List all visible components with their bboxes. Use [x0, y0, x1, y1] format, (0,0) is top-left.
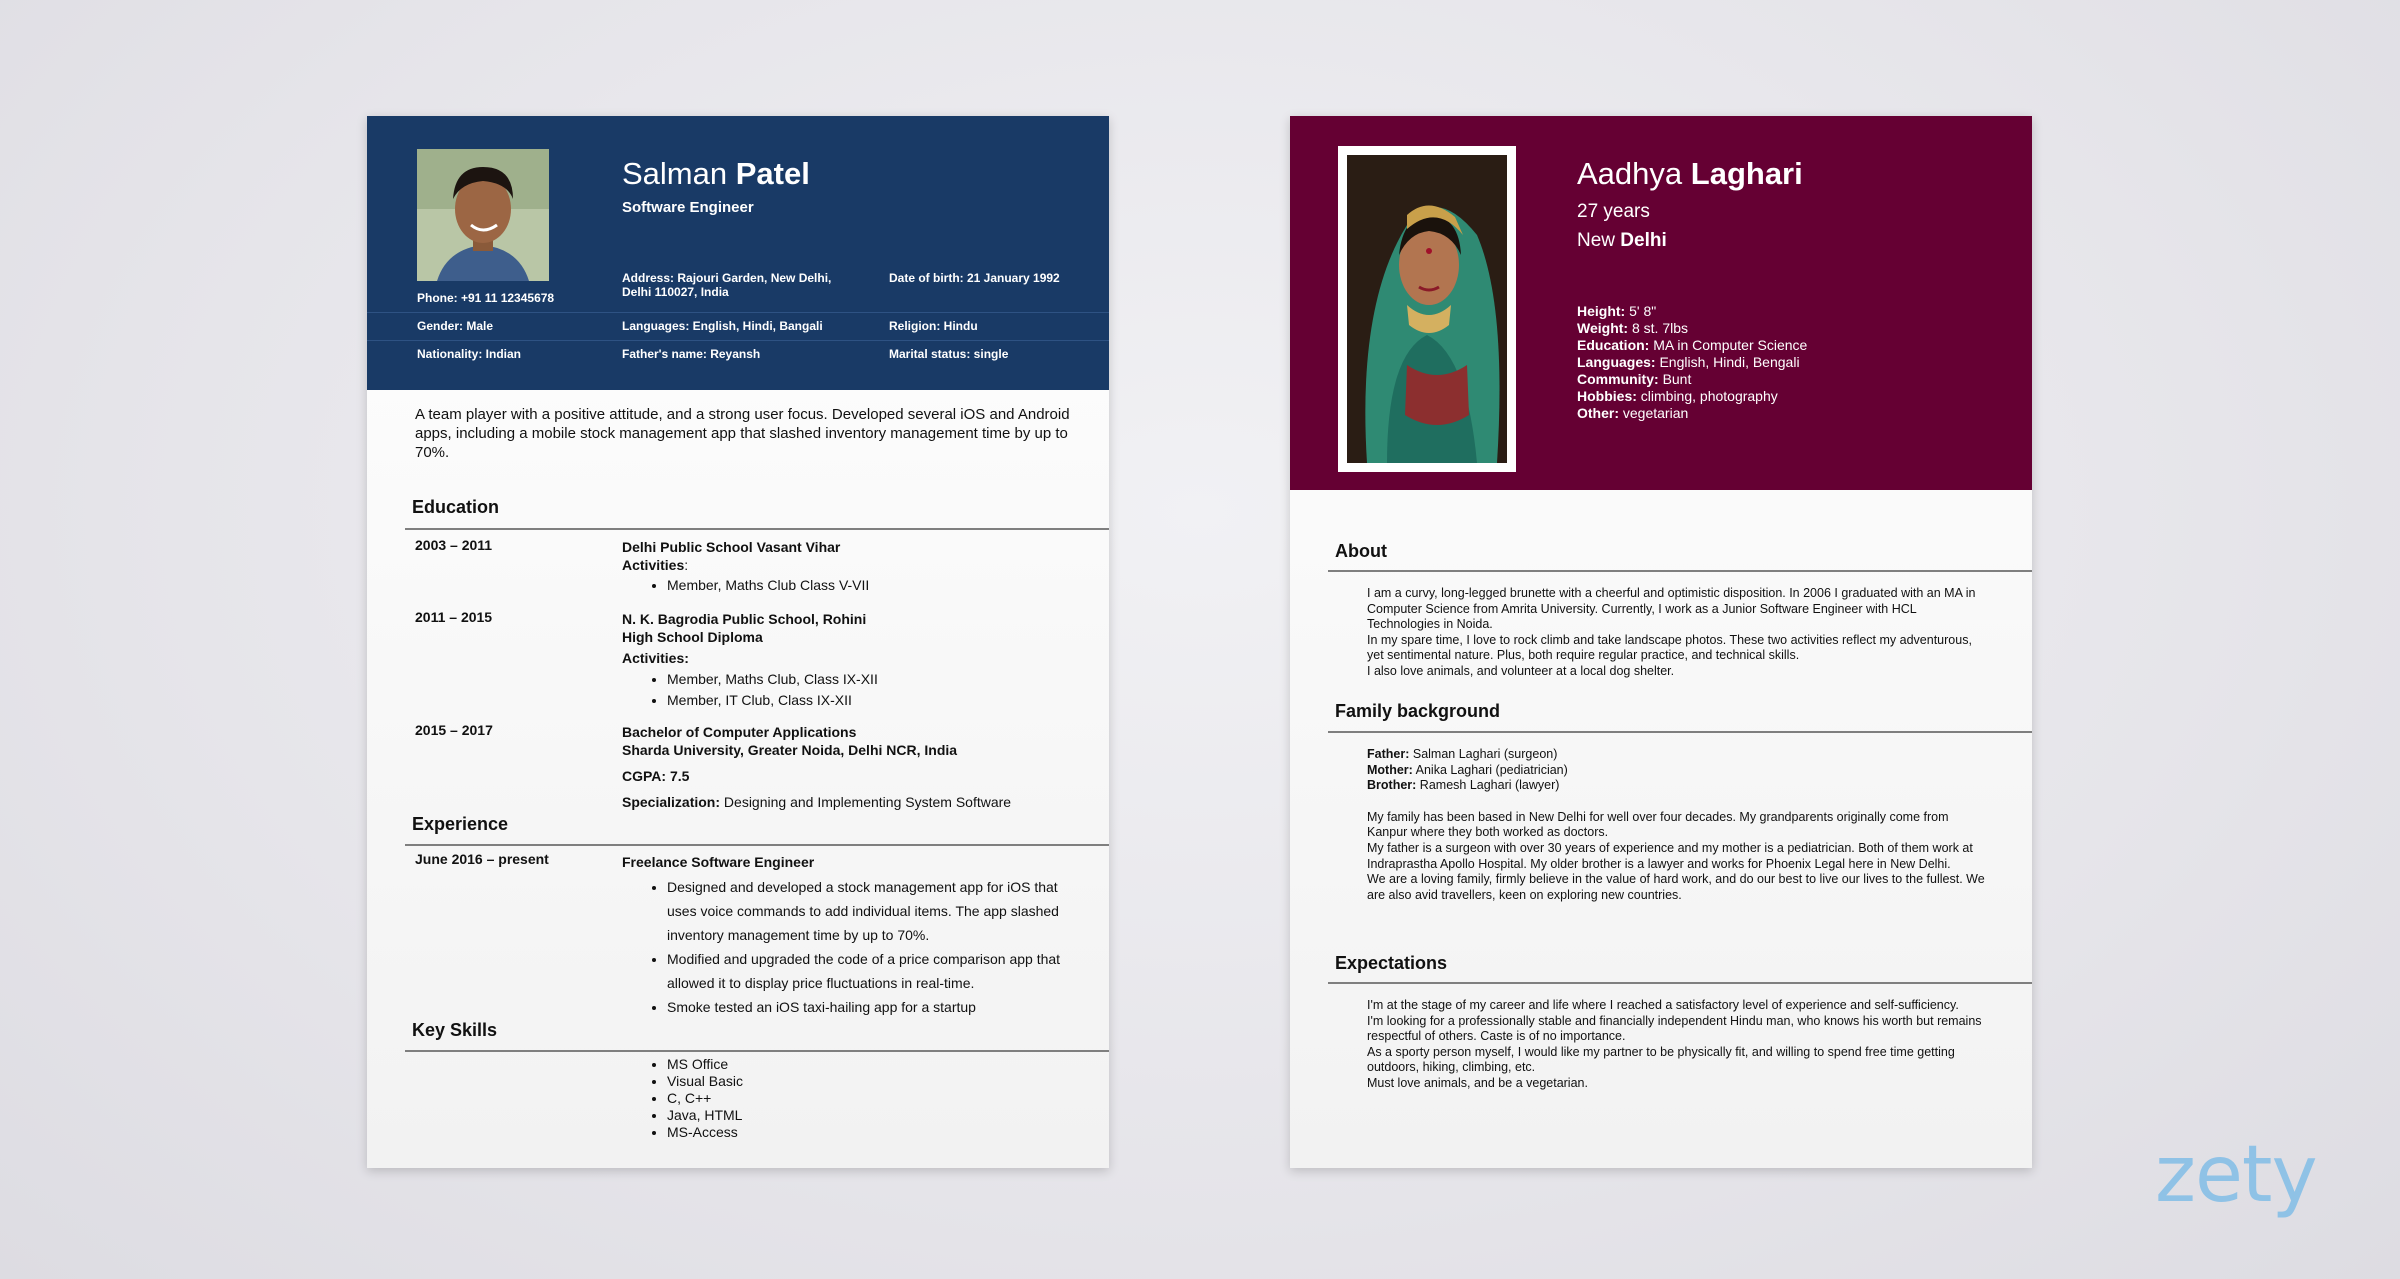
fact-community: Community: Bunt [1577, 371, 1692, 387]
summary: A team player with a positive attitude, and a strong user focus. Developed several iOS and Android apps, including a mobile stock management app that slashed inventory management time by up to 70%. [415, 406, 1070, 461]
list-item: • MS-Access [667, 1124, 743, 1141]
edu-dates: 2011 – 2015 [415, 609, 493, 625]
fact-other: Other: vegetarian [1577, 405, 1689, 421]
education-heading: Education [412, 497, 500, 517]
expectations-heading: Expectations [1335, 953, 1448, 973]
list-item: • Designed and developed a stock management app for iOS that uses voice commands to add individual items. The app slashed inventory management time by up to 70%. [667, 875, 1062, 947]
section-divider [405, 1050, 1109, 1052]
resume-header [367, 116, 1109, 390]
experience-heading: Experience [412, 814, 509, 834]
section-divider [1328, 731, 2032, 733]
edu-entry [622, 723, 1082, 811]
gender: Gender: Male [417, 319, 494, 333]
specialization: Specialization: Designing and Implementing System Software [622, 794, 1012, 810]
degree: High School Diploma [622, 629, 763, 645]
fact-height: Height: 5' 8" [1577, 303, 1657, 319]
section-divider [405, 528, 1109, 530]
profile-facts [1577, 303, 1807, 422]
about-text: I am a curvy, long-legged brunette with a cheerful and optimistic disposition. In 2006 I graduated with an MA in Computer Science from Amrita University. Currently, I work as a Junior Software Engineer with HCL Technologies in Noida. In my spare time, I love to rock climb and take landscape photos. These two activities reflect my adventurous, yet sentimental nature. Plus, both require regular practice, and technical skills. I also love animals, and volunteer at a local dog shelter. [1367, 586, 1976, 678]
list-item: • MS Office [667, 1056, 743, 1073]
phone: Phone: +91 11 12345678 [417, 291, 555, 305]
list-item: • Member, Maths Club, Class IX-XII [667, 669, 1082, 690]
marital-status: Marital status: single [889, 347, 1009, 361]
about-heading: About [1335, 541, 1387, 561]
header-divider [367, 340, 1109, 341]
profile-header [1290, 116, 2032, 490]
edu-dates: 2003 – 2011 [415, 537, 493, 553]
brand-logo: zety [2155, 1130, 2317, 1220]
job-role: Freelance Software Engineer [622, 854, 815, 870]
exp-entry [622, 853, 1062, 1019]
profile-age: 27 years [1577, 201, 1650, 222]
date-of-birth: Date of birth: 21 January 1992 [889, 271, 1060, 285]
profile-photo [417, 149, 549, 281]
school-name: N. K. Bagrodia Public School, Rohini [622, 611, 867, 627]
school-name: Delhi Public School Vasant Vihar [622, 539, 841, 555]
edu-entry [622, 538, 1082, 594]
profile-city: New Delhi [1577, 230, 1667, 251]
profile-name: Aadhya Laghari [1577, 156, 1803, 191]
list-item: • Java, HTML [667, 1107, 743, 1124]
list-item: • Visual Basic [667, 1073, 743, 1090]
header-divider [367, 312, 1109, 313]
skills-heading: Key Skills [412, 1020, 498, 1040]
fact-languages: Languages: English, Hindi, Bengali [1577, 354, 1800, 370]
activities-label: Activities: [622, 650, 689, 666]
resume-page-salman [367, 116, 1109, 1168]
languages: Languages: English, Hindi, Bangali [622, 319, 823, 333]
list-item: • Member, Maths Club Class V-VII [667, 576, 1082, 594]
expectations-text: I'm at the stage of my career and life where I reached a satisfactory level of experience and self-sufficiency. I'm looking for a professionally stable and financially independent Hindu man, who knows his worth but remains respectful of others. Caste is of no importance. As a sporty person myself, I would like my partner to be physically fit, and willing to spend free time getting outdoors, hiking, climbing, etc. Must love animals, and be a vegetarian. [1367, 998, 1982, 1090]
section-divider [1328, 570, 2032, 572]
resume-page-aadhya [1290, 116, 2032, 1168]
section-divider [405, 844, 1109, 846]
resume-name: Salman Patel [622, 156, 810, 191]
edu-dates: 2015 – 2017 [415, 722, 493, 738]
skills-list [622, 1056, 743, 1141]
edu-entry [622, 610, 1082, 711]
family-heading: Family background [1335, 701, 1501, 721]
family-brother: Brother: Ramesh Laghari (lawyer) [1367, 778, 1560, 793]
fathers-name: Father's name: Reyansh [622, 347, 761, 361]
family-father: Father: Salman Laghari (surgeon) [1367, 747, 1558, 761]
address: Address: Rajouri Garden, New Delhi, Delhi 110027, India [622, 271, 832, 299]
cgpa: CGPA: 7.5 [622, 768, 690, 784]
family-mother: Mother: Anika Laghari (pediatrician) [1367, 762, 1568, 777]
nationality: Nationality: Indian [417, 347, 522, 361]
family-text: Father: Salman Laghari (surgeon) Mother: Anika Laghari (pediatrician) Brother: Ramesh Laghari (lawyer) My family has been based in New Delhi for well over four decades. My grandparents originally come from Kanpur where they both worked as doctors. My father is a surgeon with over 30 years of experience and my mother is a pediatrician. Both of them work at Indraprastha Apollo Hospital. My older brother is a lawyer and works for Phoenix Legal here in New Delhi. We are a loving family, firmly believe in the value of hard work, and do our best to live our lives to the fullest. We are also avid travellers, keen on exploring new countries. [1367, 747, 1992, 903]
list-item: • Modified and upgraded the code of a price comparison app that allowed it to display price fluctuations in real-time. [667, 947, 1062, 995]
profile-photo [1347, 155, 1507, 463]
list-item: • C, C++ [667, 1090, 743, 1107]
section-divider [1328, 982, 2032, 984]
religion: Religion: Hindu [889, 319, 978, 333]
school-name: Sharda University, Greater Noida, Delhi NCR, India [622, 742, 958, 758]
fact-education: Education: MA in Computer Science [1577, 337, 1808, 353]
degree: Bachelor of Computer Applications [622, 724, 857, 740]
fact-hobbies: Hobbies: climbing, photography [1577, 388, 1778, 404]
exp-dates: June 2016 – present [415, 851, 549, 867]
list-item: • Smoke tested an iOS taxi-hailing app for a startup [667, 995, 1062, 1019]
activities-label: Activities: [622, 557, 689, 573]
list-item: • Member, IT Club, Class IX-XII [667, 690, 1082, 711]
resume-job-title: Software Engineer [622, 199, 754, 216]
fact-weight: Weight: 8 st. 7lbs [1577, 320, 1688, 336]
